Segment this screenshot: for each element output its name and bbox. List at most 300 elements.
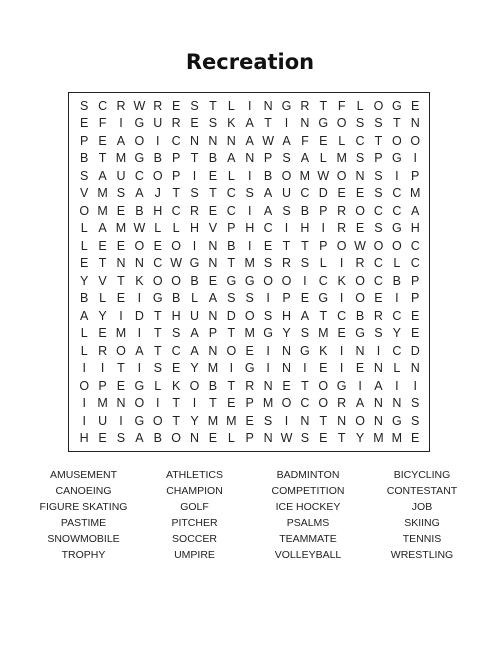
grid-letter[interactable]: G [336, 378, 347, 393]
grid-letter[interactable]: W [262, 133, 274, 148]
grid-letter[interactable]: I [284, 413, 289, 428]
grid-letter[interactable]: A [374, 378, 383, 393]
grid-letter[interactable]: M [207, 413, 219, 428]
grid-letter[interactable]: T [172, 396, 180, 411]
grid-letter[interactable]: P [98, 378, 107, 393]
grid-letter[interactable]: G [318, 291, 329, 306]
grid-letter[interactable]: N [281, 343, 291, 358]
grid-letter[interactable]: S [374, 186, 383, 201]
grid-letter[interactable]: E [355, 361, 365, 376]
grid-letter[interactable]: A [411, 203, 420, 218]
grid-letter[interactable]: A [263, 203, 273, 218]
grid-letter[interactable]: S [263, 256, 273, 271]
grid-letter[interactable]: I [156, 133, 160, 148]
grid-letter[interactable]: E [355, 221, 365, 236]
grid-letter[interactable]: I [284, 116, 289, 131]
grid-letter[interactable]: E [208, 273, 218, 288]
grid-letter[interactable]: P [282, 291, 291, 306]
grid-letter[interactable]: O [373, 98, 384, 113]
grid-letter[interactable]: A [98, 221, 107, 236]
grid-letter[interactable]: G [355, 326, 365, 341]
grid-letter[interactable]: P [263, 151, 273, 166]
grid-letter[interactable]: G [134, 413, 145, 428]
grid-letter[interactable]: L [227, 168, 235, 183]
grid-letter[interactable]: O [410, 133, 421, 148]
grid-letter[interactable]: K [319, 343, 328, 358]
grid-letter[interactable]: G [134, 378, 145, 393]
grid-letter[interactable]: P [374, 151, 383, 166]
grid-letter[interactable]: S [300, 431, 310, 446]
grid-letter[interactable]: L [80, 238, 88, 253]
grid-letter[interactable]: E [263, 238, 273, 253]
grid-letter[interactable]: S [116, 186, 126, 201]
grid-letter[interactable]: S [411, 413, 420, 428]
grid-letter[interactable]: Y [190, 361, 199, 376]
grid-letter[interactable]: U [281, 186, 291, 201]
grid-letter[interactable]: T [319, 308, 328, 323]
grid-letter[interactable]: B [135, 203, 144, 218]
grid-letter[interactable]: W [170, 256, 183, 271]
grid-letter[interactable]: C [134, 168, 144, 183]
grid-letter[interactable]: I [156, 396, 160, 411]
grid-letter[interactable]: T [209, 98, 217, 113]
grid-letter[interactable]: L [154, 221, 162, 236]
grid-letter[interactable]: T [209, 186, 217, 201]
grid-letter[interactable]: L [99, 291, 107, 306]
grid-letter[interactable]: S [282, 151, 291, 166]
grid-letter[interactable]: I [395, 168, 399, 183]
grid-letter[interactable]: O [116, 343, 126, 358]
grid-letter[interactable]: E [411, 326, 420, 341]
grid-letter[interactable]: E [300, 291, 310, 306]
grid-letter[interactable]: E [116, 378, 126, 393]
grid-letter[interactable]: E [411, 98, 420, 113]
grid-letter[interactable]: T [209, 396, 217, 411]
grid-letter[interactable]: S [411, 396, 420, 411]
grid-letter[interactable]: A [355, 396, 365, 411]
grid-letter[interactable]: M [391, 431, 403, 446]
grid-letter[interactable]: O [281, 273, 292, 288]
grid-letter[interactable]: P [411, 168, 420, 183]
grid-letter[interactable]: V [80, 186, 89, 201]
grid-letter[interactable]: I [137, 291, 142, 306]
grid-letter[interactable]: B [263, 168, 273, 183]
grid-letter[interactable]: E [98, 326, 107, 341]
grid-letter[interactable]: E [171, 98, 181, 113]
grid-letter[interactable]: N [208, 133, 218, 148]
grid-letter[interactable]: O [171, 273, 182, 288]
grid-letter[interactable]: E [116, 203, 126, 218]
grid-letter[interactable]: G [391, 151, 402, 166]
grid-letter[interactable]: T [282, 238, 291, 253]
grid-letter[interactable]: M [262, 396, 274, 411]
grid-letter[interactable]: Y [190, 413, 199, 428]
grid-letter[interactable]: C [392, 186, 402, 201]
grid-letter[interactable]: K [135, 273, 144, 288]
grid-letter[interactable]: E [245, 413, 254, 428]
grid-letter[interactable]: T [153, 343, 162, 358]
grid-letter[interactable]: B [355, 308, 365, 323]
grid-letter[interactable]: S [300, 256, 310, 271]
grid-letter[interactable]: G [244, 361, 255, 376]
grid-letter[interactable]: C [171, 343, 181, 358]
grid-letter[interactable]: W [317, 168, 330, 183]
grid-letter[interactable]: O [152, 273, 163, 288]
grid-letter[interactable]: L [191, 291, 199, 306]
grid-letter[interactable]: N [116, 256, 126, 271]
grid-letter[interactable]: I [137, 326, 142, 341]
grid-letter[interactable]: I [247, 168, 252, 183]
grid-letter[interactable]: I [82, 361, 86, 376]
grid-letter[interactable]: N [300, 116, 310, 131]
grid-letter[interactable]: A [190, 343, 199, 358]
grid-letter[interactable]: T [264, 116, 272, 131]
grid-letter[interactable]: L [319, 256, 327, 271]
grid-letter[interactable]: S [355, 151, 365, 166]
grid-letter[interactable]: S [171, 326, 181, 341]
grid-letter[interactable]: I [247, 203, 252, 218]
grid-letter[interactable]: H [410, 221, 420, 236]
grid-letter[interactable]: N [245, 151, 255, 166]
grid-letter[interactable]: E [80, 116, 89, 131]
grid-letter[interactable]: S [355, 116, 365, 131]
grid-letter[interactable]: U [153, 116, 163, 131]
grid-letter[interactable]: N [190, 133, 200, 148]
grid-letter[interactable]: T [153, 308, 162, 323]
grid-letter[interactable]: O [318, 378, 329, 393]
grid-letter[interactable]: O [79, 378, 90, 393]
grid-letter[interactable]: U [116, 168, 126, 183]
grid-letter[interactable]: A [135, 431, 144, 446]
grid-letter[interactable]: G [152, 291, 163, 306]
grid-letter[interactable]: C [171, 133, 181, 148]
grid-letter[interactable]: Y [80, 273, 89, 288]
grid-letter[interactable]: I [358, 378, 362, 393]
grid-letter[interactable]: M [97, 186, 108, 201]
grid-letter[interactable]: E [190, 116, 199, 131]
grid-letter[interactable]: C [410, 238, 420, 253]
grid-letter[interactable]: L [356, 98, 364, 113]
grid-letter[interactable]: O [355, 413, 365, 428]
grid-letter[interactable]: G [226, 273, 237, 288]
grid-letter[interactable]: A [263, 186, 273, 201]
grid-letter[interactable]: T [172, 413, 180, 428]
grid-letter[interactable]: C [392, 308, 402, 323]
grid-letter[interactable]: O [152, 413, 163, 428]
grid-letter[interactable]: A [98, 168, 107, 183]
grid-letter[interactable]: T [227, 256, 236, 271]
grid-letter[interactable]: L [80, 343, 88, 358]
grid-letter[interactable]: I [247, 238, 252, 253]
grid-letter[interactable]: N [208, 256, 218, 271]
grid-letter[interactable]: C [98, 98, 108, 113]
grid-letter[interactable]: T [172, 186, 180, 201]
grid-letter[interactable]: Y [98, 308, 107, 323]
grid-letter[interactable]: G [318, 116, 329, 131]
grid-letter[interactable]: O [189, 378, 200, 393]
grid-letter[interactable]: A [245, 116, 254, 131]
grid-letter[interactable]: A [282, 133, 291, 148]
grid-letter[interactable]: B [153, 431, 162, 446]
grid-letter[interactable]: C [226, 203, 236, 218]
grid-letter[interactable]: B [300, 203, 310, 218]
grid-letter[interactable]: S [208, 116, 218, 131]
grid-letter[interactable]: N [373, 413, 383, 428]
grid-letter[interactable]: B [80, 291, 89, 306]
grid-letter[interactable]: S [263, 413, 273, 428]
grid-letter[interactable]: P [319, 238, 328, 253]
grid-letter[interactable]: B [208, 151, 218, 166]
grid-letter[interactable]: U [190, 308, 200, 323]
grid-letter[interactable]: T [374, 133, 383, 148]
grid-letter[interactable]: S [80, 98, 89, 113]
grid-letter[interactable]: B [171, 291, 181, 306]
grid-letter[interactable]: S [190, 98, 199, 113]
grid-letter[interactable]: P [245, 431, 254, 446]
grid-letter[interactable]: D [410, 343, 420, 358]
grid-letter[interactable]: I [119, 413, 123, 428]
grid-letter[interactable]: E [411, 308, 420, 323]
grid-letter[interactable]: G [391, 413, 402, 428]
grid-letter[interactable]: C [263, 221, 273, 236]
grid-letter[interactable]: N [281, 361, 291, 376]
grid-letter[interactable]: E [208, 431, 218, 446]
grid-letter[interactable]: I [192, 238, 197, 253]
grid-letter[interactable]: B [80, 151, 89, 166]
grid-letter[interactable]: P [208, 326, 218, 341]
grid-letter[interactable]: A [135, 186, 144, 201]
grid-letter[interactable]: M [336, 151, 347, 166]
grid-letter[interactable]: I [413, 151, 417, 166]
grid-letter[interactable]: R [190, 203, 200, 218]
grid-letter[interactable]: A [190, 326, 199, 341]
grid-letter[interactable]: E [98, 431, 107, 446]
grid-letter[interactable]: R [171, 116, 181, 131]
grid-letter[interactable]: W [280, 431, 293, 446]
grid-letter[interactable]: O [134, 396, 145, 411]
grid-letter[interactable]: S [282, 203, 291, 218]
grid-letter[interactable]: I [395, 291, 399, 306]
grid-letter[interactable]: I [376, 343, 381, 358]
grid-letter[interactable]: D [318, 186, 328, 201]
grid-letter[interactable]: L [172, 221, 180, 236]
grid-letter[interactable]: H [281, 308, 291, 323]
grid-letter[interactable]: O [336, 238, 347, 253]
grid-letter[interactable]: O [318, 396, 329, 411]
grid-letter[interactable]: O [373, 238, 384, 253]
grid-letter[interactable]: G [391, 221, 402, 236]
grid-letter[interactable]: R [337, 221, 347, 236]
grid-letter[interactable]: K [171, 378, 181, 393]
grid-letter[interactable]: T [98, 256, 107, 271]
grid-letter[interactable]: C [153, 256, 163, 271]
grid-letter[interactable]: S [374, 221, 383, 236]
grid-letter[interactable]: O [171, 238, 182, 253]
grid-letter[interactable]: P [319, 203, 328, 218]
grid-letter[interactable]: O [152, 168, 163, 183]
grid-letter[interactable]: N [226, 133, 236, 148]
grid-letter[interactable]: I [100, 361, 105, 376]
grid-letter[interactable]: N [263, 98, 273, 113]
grid-letter[interactable]: A [116, 133, 126, 148]
grid-letter[interactable]: L [154, 378, 162, 393]
grid-letter[interactable]: H [300, 221, 310, 236]
grid-letter[interactable]: Y [355, 431, 365, 446]
grid-letter[interactable]: N [208, 238, 218, 253]
grid-letter[interactable]: E [319, 431, 328, 446]
grid-letter[interactable]: T [301, 238, 309, 253]
grid-letter[interactable]: I [339, 256, 344, 271]
grid-letter[interactable]: N [263, 378, 273, 393]
grid-letter[interactable]: O [355, 291, 365, 306]
grid-letter[interactable]: S [374, 168, 383, 183]
grid-letter[interactable]: E [374, 291, 383, 306]
grid-letter[interactable]: O [336, 116, 347, 131]
grid-letter[interactable]: S [116, 431, 126, 446]
grid-letter[interactable]: S [245, 186, 254, 201]
grid-letter[interactable]: D [226, 308, 236, 323]
grid-letter[interactable]: B [190, 273, 199, 288]
grid-letter[interactable]: M [115, 151, 127, 166]
grid-letter[interactable]: S [300, 326, 310, 341]
grid-letter[interactable]: L [393, 361, 401, 376]
grid-letter[interactable]: E [245, 343, 254, 358]
grid-letter[interactable]: O [134, 133, 145, 148]
grid-letter[interactable]: H [153, 203, 163, 218]
grid-letter[interactable]: N [355, 343, 365, 358]
grid-letter[interactable]: P [411, 273, 420, 288]
grid-letter[interactable]: A [300, 151, 310, 166]
grid-letter[interactable]: N [134, 256, 144, 271]
grid-letter[interactable]: N [392, 396, 402, 411]
grid-letter[interactable]: G [134, 151, 145, 166]
grid-letter[interactable]: C [373, 256, 383, 271]
grid-letter[interactable]: O [79, 203, 90, 218]
grid-letter[interactable]: M [115, 326, 127, 341]
grid-letter[interactable]: J [154, 186, 161, 201]
grid-letter[interactable]: N [373, 396, 383, 411]
grid-letter[interactable]: F [301, 133, 309, 148]
grid-letter[interactable]: M [97, 203, 108, 218]
grid-letter[interactable]: H [245, 221, 255, 236]
grid-letter[interactable]: K [337, 273, 346, 288]
grid-letter[interactable]: T [153, 326, 162, 341]
grid-letter[interactable]: L [227, 431, 235, 446]
grid-letter[interactable]: T [319, 413, 328, 428]
grid-letter[interactable]: W [133, 98, 146, 113]
grid-letter[interactable]: N [410, 361, 420, 376]
grid-letter[interactable]: V [98, 273, 107, 288]
grid-letter[interactable]: D [134, 308, 144, 323]
grid-letter[interactable]: O [244, 308, 255, 323]
grid-letter[interactable]: E [98, 238, 107, 253]
grid-letter[interactable]: S [374, 326, 383, 341]
grid-letter[interactable]: O [263, 273, 273, 288]
grid-letter[interactable]: G [244, 273, 255, 288]
grid-letter[interactable]: U [98, 413, 108, 428]
grid-letter[interactable]: G [134, 116, 145, 131]
grid-letter[interactable]: L [319, 151, 327, 166]
grid-letter[interactable]: C [300, 186, 310, 201]
grid-letter[interactable]: I [339, 361, 344, 376]
grid-letter[interactable]: S [263, 308, 273, 323]
grid-letter[interactable]: C [318, 273, 328, 288]
grid-letter[interactable]: I [229, 361, 234, 376]
grid-letter[interactable]: A [135, 343, 144, 358]
grid-letter[interactable]: N [263, 431, 273, 446]
grid-letter[interactable]: C [392, 203, 402, 218]
grid-letter[interactable]: I [413, 378, 417, 393]
grid-letter[interactable]: Y [392, 326, 401, 341]
grid-letter[interactable]: L [393, 256, 401, 271]
grid-letter[interactable]: T [337, 431, 346, 446]
grid-letter[interactable]: T [319, 98, 328, 113]
grid-letter[interactable]: M [115, 221, 127, 236]
grid-letter[interactable]: P [245, 396, 254, 411]
grid-letter[interactable]: L [80, 221, 88, 236]
grid-letter[interactable]: I [119, 308, 123, 323]
grid-letter[interactable]: I [137, 361, 142, 376]
grid-letter[interactable]: K [227, 116, 236, 131]
grid-letter[interactable]: H [79, 431, 89, 446]
grid-letter[interactable]: V [208, 221, 218, 236]
grid-letter[interactable]: G [281, 98, 292, 113]
grid-letter[interactable]: B [227, 238, 236, 253]
grid-letter[interactable]: R [153, 98, 163, 113]
grid-letter[interactable]: B [153, 151, 162, 166]
grid-letter[interactable]: B [208, 378, 218, 393]
grid-letter[interactable]: C [171, 203, 181, 218]
grid-letter[interactable]: E [355, 186, 365, 201]
grid-letter[interactable]: B [392, 273, 401, 288]
grid-letter[interactable]: E [208, 168, 218, 183]
grid-letter[interactable]: E [208, 203, 218, 218]
grid-letter[interactable]: P [411, 291, 420, 306]
grid-letter[interactable]: R [373, 308, 383, 323]
grid-letter[interactable]: R [116, 98, 126, 113]
grid-letter[interactable]: N [337, 413, 347, 428]
grid-letter[interactable]: O [281, 168, 292, 183]
grid-letter[interactable]: S [374, 116, 383, 131]
grid-letter[interactable]: R [300, 98, 310, 113]
grid-letter[interactable]: P [171, 168, 181, 183]
grid-letter[interactable]: M [373, 431, 384, 446]
grid-letter[interactable]: M [244, 326, 255, 341]
grid-letter[interactable]: E [319, 133, 328, 148]
grid-letter[interactable]: C [337, 308, 347, 323]
grid-letter[interactable]: C [373, 203, 383, 218]
grid-letter[interactable]: E [153, 238, 162, 253]
grid-letter[interactable]: N [116, 396, 126, 411]
grid-letter[interactable]: I [119, 116, 123, 131]
grid-letter[interactable]: M [318, 326, 329, 341]
grid-letter[interactable]: N [300, 413, 310, 428]
grid-letter[interactable]: G [189, 256, 200, 271]
grid-letter[interactable]: E [319, 361, 328, 376]
grid-letter[interactable]: M [410, 186, 421, 201]
grid-letter[interactable]: S [227, 291, 236, 306]
grid-letter[interactable]: C [373, 273, 383, 288]
grid-letter[interactable]: R [98, 343, 108, 358]
grid-letter[interactable]: I [82, 396, 86, 411]
grid-letter[interactable]: H [190, 221, 200, 236]
grid-letter[interactable]: Y [282, 326, 291, 341]
grid-letter[interactable]: T [117, 361, 125, 376]
grid-letter[interactable]: I [266, 361, 270, 376]
grid-letter[interactable]: T [227, 378, 236, 393]
grid-letter[interactable]: I [303, 361, 307, 376]
grid-letter[interactable]: T [117, 273, 125, 288]
